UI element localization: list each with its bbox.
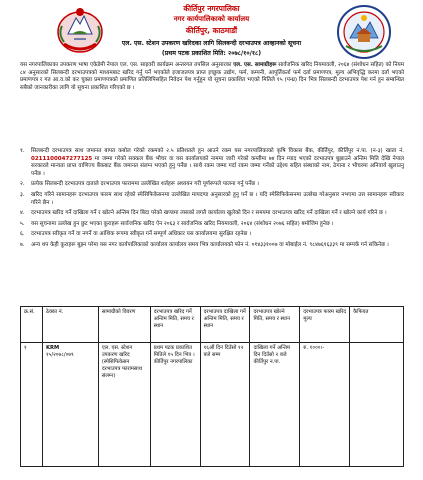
list-item: [20, 221, 404, 229]
cell-contract-number: [42, 343, 98, 467]
column-header: ठेक्का नं.: [42, 307, 98, 343]
terms-list: [20, 148, 404, 253]
cell-purchase-deadline: प्रथम पटक प्रकाशित मितिले १५ दिन भित्र । कीर्तिपुर नगरपालिका: [150, 343, 200, 467]
table-row: [21, 343, 404, 467]
column-header: दरभाउपत्र फारम खरिद मूल्य: [300, 307, 350, 343]
intro-text-2: सार्वजनिक खरिद नियमावली, २०६४ (संशोधन सहित) को नियम ८४ अनुसारको सिलबन्दी दरभाउपत्रको माध्यमबाट खरिद गर्नु पर्ने भएकोले इजाजतपत्र प्राप्त इच्छुक उद्योग, फर्म, कम्पनी, आपूर्तिकर्ता फर्म दर्ता प्रमाणपत्र, मूल्य अभिवृद्धि करमा दर्ता भएको प्रमाणपत्र र गत आ.व.को कर चुक्ता प्रमाणपत्रको प्रमाणित प्रतिलिपिसहित निवेदन पेश गर्नुहुन यो सूचना प्रकाशित भएको मितिले १५ (पन्ध्र) दिन भित्र सिलबन्दी दरभाउपत्र पेश गर्न हुन सम्बन्धित सबैको जानकारीका लागि यो सूचना प्रकाशित गरिएको छ ।: [20, 62, 404, 91]
item-text: खरिद गरिने सामानहरू दरभाउपत्र फारम साथ रहेको स्पेसिफिकेसनमा उल्लेखित मापदण्ड अनुसारको हुनु पर्ने छ । यदि स्पेसिफिकेसनमा उल्लेख गरेअनुसार नभएमा उत्त सामानहरू स्वीकार गरिने छैन ।: [31, 191, 404, 206]
cell-description: एल. एस. स्टेशन उपकरण खरिद (स्पेसिफिकेसन दरभाउपत्र फारामसाथ संलग्न): [98, 343, 150, 467]
list-item: [20, 192, 404, 207]
column-header: दरभाउपत्र खरिद गर्ने अन्तिम मिति, समय र स्थान: [150, 307, 200, 343]
item-number: २.: [20, 181, 25, 188]
intro-paragraph: [20, 62, 404, 93]
list-item: [20, 231, 404, 239]
contract-year: १५/२०७८/०७९: [45, 352, 74, 358]
list-item: [20, 181, 404, 189]
item-number: ३.: [20, 191, 25, 198]
list-item: [20, 210, 404, 218]
intro-text-1: यस नगरपालिकाका उपकरण भाषा एकेडेमी नेपाल एल. एस. साइवरी कार्यक्रम अन्तरगत तपसिल अनुसारका: [20, 62, 234, 68]
cell-opening-date: दाखिला गर्ने अन्तिम दिन दिउँसो २ बजे कीर्तिपुर न.पा.: [250, 343, 300, 467]
item-number: ६.: [20, 231, 25, 238]
item-number: ५.: [20, 220, 25, 227]
column-header: दरभाउपत्र दाखिला गर्ने अन्तिम मिति, समय र स्थान: [200, 307, 250, 343]
item-text: अन्य थप केही कुराहरू बुझ्न परेमा यस नगर कार्यपालिकाको कार्यालय कार्यालय समय भित्र कार्यालयको फोन नं. ०१४३३१००७ वा मोबाईल नं. ९८४७६१६३३९ मा सम्पर्क गर्न सकिनेछ ।: [31, 241, 389, 248]
item-text: दरभाउपत्र खरिद गर्ने दाखिला गर्ने र खोल्ने अन्तिम दिन बिदा परेको खण्डमा त्यसको लगतै कार्यालय खुलेको दिन र समयमा दरभाउपत्र खरिद गर्ने दाखिला गर्ने र खोल्ने कार्य गरिने छ ।: [31, 210, 387, 217]
item-text: सिलबन्दी दरभाउपत्र साथ जमानत बापत कबोल गरेको रकमको २.५ प्रतिशतले हुन आउने रकम यस नगरपालिकाको कृषि विकास बैंक, कीर्तिपुर, कीर्तिपुर न.पा. (न-३) खाता नं. 0211100047277125 मा जम्मा गरेको सक्कल बैंक भौचर वा यस कार्यालयको नाममा जारी गरेको कम्तीमा ७४ दिन म्याद भएको दरभाउपत्र बुझाउने अन्तिम मिति देखि नेपाल सरकारले मान्यता प्राप्त वाणिज्य बैंकबाट बैंक जमानत संलग्न भएको हुनु पर्नेछ । साथै रकम जम्मा गर्दा रकम जम्मा गर्नेको उद्देश्य सहित संस्थाको नाम, ठेगाना र भौचरमा अनिवार्य खुलाउनु पर्नेछ ।: [31, 148, 404, 177]
item-number: ४.: [20, 210, 25, 217]
table-header-row: [21, 307, 404, 343]
column-header: सामाग्रीको विवरण: [98, 307, 150, 343]
publication-date: (प्रथम पटक प्रकाशित मिति: २०७८/१०/१८): [161, 50, 262, 57]
office-address: कीर्तिपुर, काठमाडौं: [185, 26, 238, 35]
office-name: नगर कार्यपालिकाको कार्यालय: [173, 15, 250, 23]
municipality-seal-icon: [336, 4, 392, 60]
list-item: [20, 242, 404, 250]
item-text: दरभाउपत्र स्वीकृत गर्ने वा नगर्ने वा आंशिक रूपमा स्वीकृत गर्ने सम्पूर्ण अधिकार यस कार्यालयमा सुरक्षित रहनेछ ।: [31, 231, 252, 238]
item-number: ७.: [20, 241, 25, 248]
column-header: कैफियत: [350, 307, 404, 343]
item-text: प्रत्येक सिलबन्दी दरभाउपत्र दाताले दरभाउपत्र फाराममा उल्लेखित शर्तहरू अध्ययन गरी पूर्णरूपले पालना गर्नु पर्नेछ ।: [31, 181, 259, 188]
cell-remarks: [350, 343, 404, 467]
column-header: दरभाउपत्र खोल्ने मिति, समय र स्थान: [250, 307, 300, 343]
item-number: १.: [20, 148, 25, 154]
column-header: क्र.सं.: [21, 307, 43, 343]
item-text: यस सूचनामा उल्लेख हुन छुट भएका कुराहरू सार्वजनिक खरिद ऐन २०६३ र सार्वजनिक खरिद नियमावली, २०६४ (संशोधन २०७६ सहित) बमोजिम हुनेछ ।: [31, 220, 334, 227]
list-item: [20, 148, 404, 178]
contract-code: KRM: [45, 345, 60, 351]
bank-account-number: 0211100047277125: [31, 155, 93, 162]
tender-table: [20, 306, 404, 467]
cell-form-price: रु. १०००।-: [300, 343, 350, 467]
municipality-name: कीर्तिपुर नगरपालिका: [183, 4, 240, 13]
cell-serial: १: [21, 343, 43, 467]
notice-title: एल. एस. स्टेशन उपकरण खरिदका लागि सिलबन्दी दरभाउपत्र आव्हानको सूचना: [121, 40, 302, 47]
cell-submission-deadline: १६औं दिन दिउँसो १२ बजे सम्म: [200, 343, 250, 467]
intro-highlight: एल. एस. सामाग्रीहरू: [233, 62, 277, 68]
